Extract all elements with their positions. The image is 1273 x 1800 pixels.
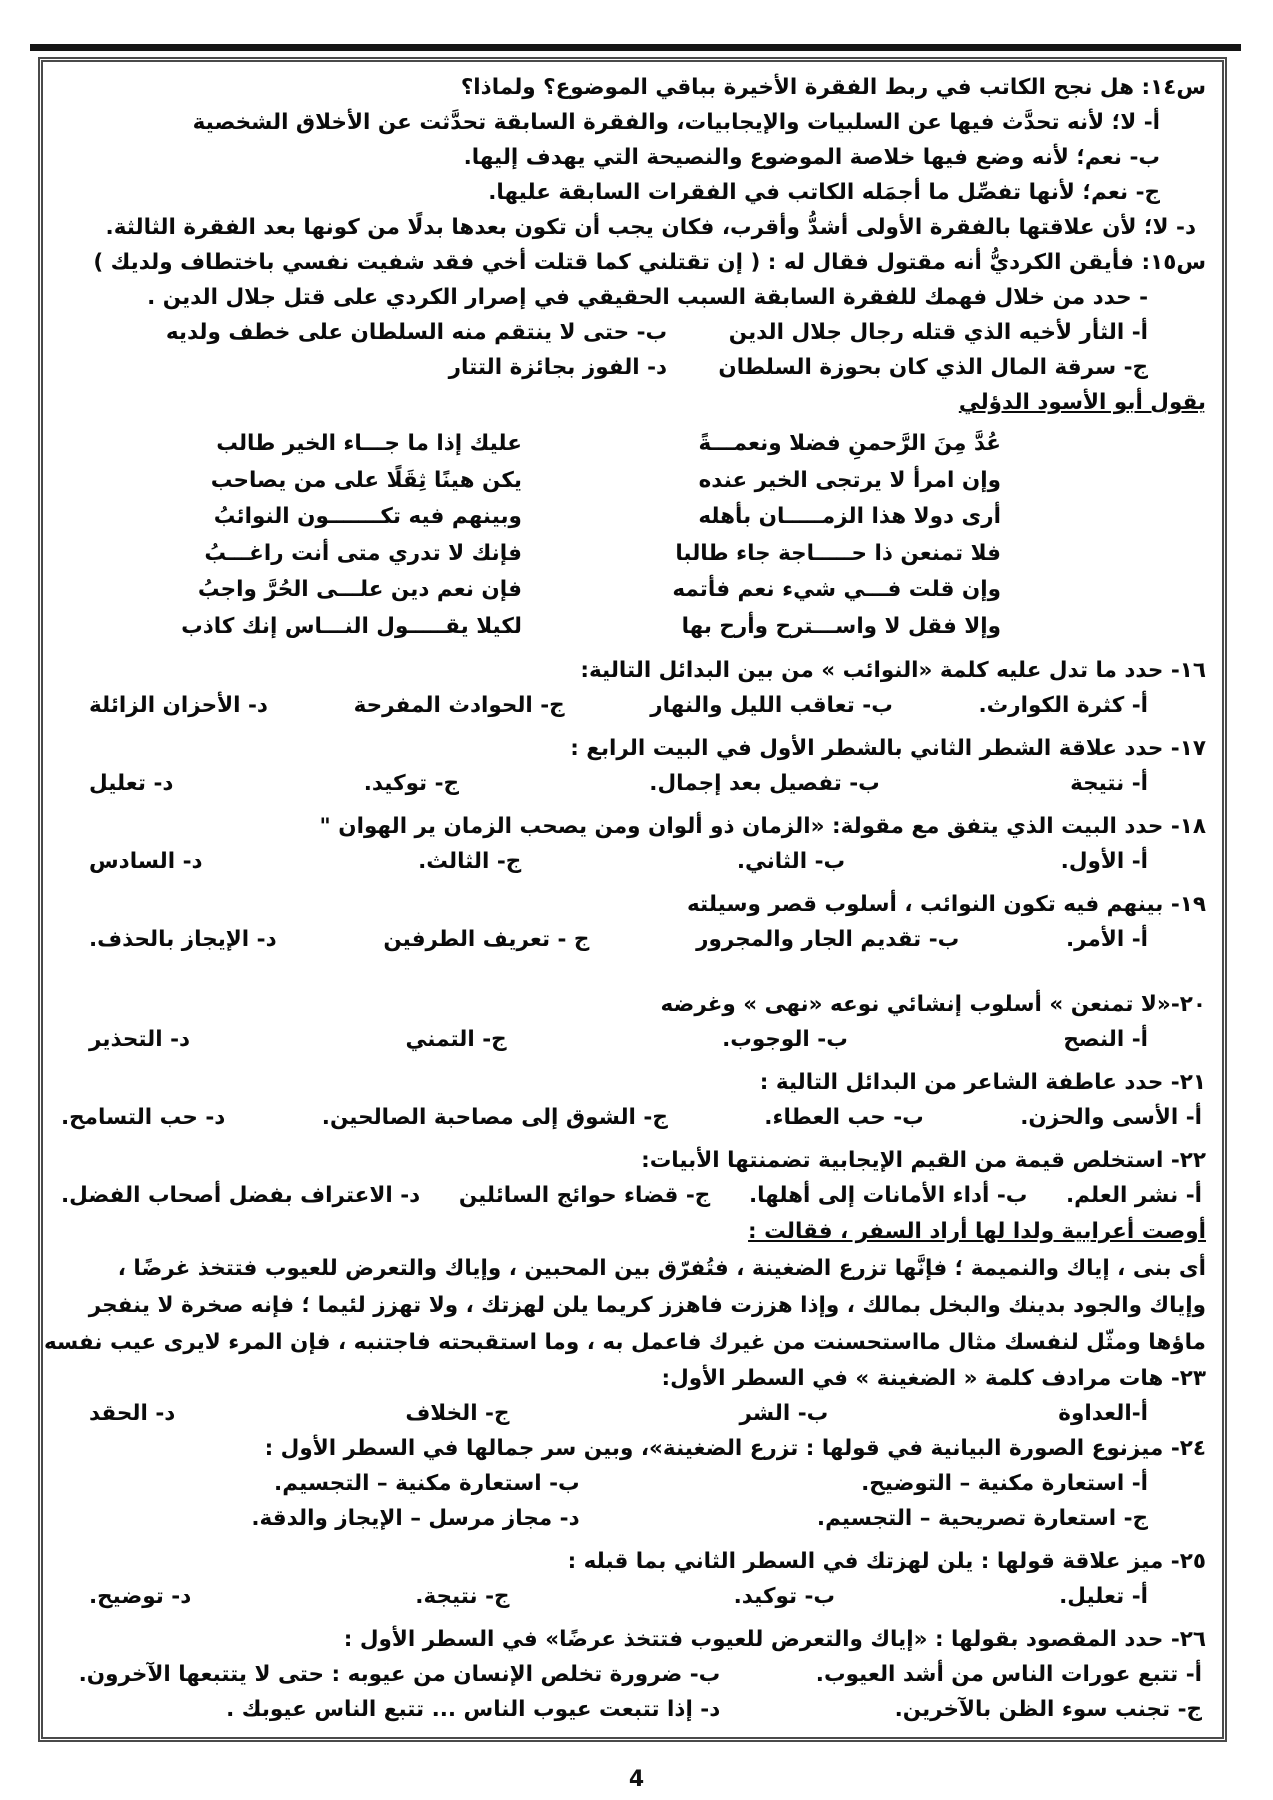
- question-21-option-d: د- حب التسامح.: [61, 1105, 226, 1130]
- question-15-option-d: د- الفوز بجائزة التتار: [448, 355, 668, 380]
- question-26-option-b: ب- ضرورة تخلص الإنسان من عيوبه : حتى لا يتتبعها الآخرون.: [78, 1662, 721, 1687]
- question-23-option-d: د- الحقد: [89, 1401, 176, 1426]
- question-20-option-a: أ- النصح: [1063, 1027, 1148, 1052]
- passage-line-3: ماؤها ومثّل لنفسك مثال مااستحسنت من غيرك فاعمل به ، وما استقبحته فاجتنبه ، فإن المرء لايرى عيب نفسه: [44, 1330, 1206, 1355]
- question-15-option-c: ج- سرقة المال الذي كان بحوزة السلطان: [718, 355, 1148, 380]
- verse-6-second-hemistich: لكيلا يقـــــول النـــاس إنك كاذب: [181, 613, 522, 639]
- question-24: [55, 1431, 1206, 1536]
- verse-3-second-hemistich: وبينهم فيه تكـــــــون النوائبُ: [213, 504, 522, 529]
- question-21-options: [55, 1100, 1206, 1135]
- question-22-option-d: د- الاعتراف بفضل أصحاب الفضل.: [61, 1183, 421, 1208]
- verse-1-second-hemistich: عليك إذا ما جـــاء الخير طالب: [216, 431, 522, 456]
- question-23: [55, 1361, 1206, 1431]
- question-15: [55, 245, 1206, 385]
- page-border-frame: [38, 57, 1227, 1742]
- question-22-option-c: ج- قضاء حوائج السائلين: [458, 1183, 711, 1208]
- question-23-option-a: أ-العداوة: [1058, 1401, 1148, 1426]
- question-14-option-d: د- لا؛ لأن علاقتها بالفقرة الأولى أشدُّ وأقرب، فكان يجب أن تكون بعدها بدلًا من كونها بعد الفقرة الثالثة.: [105, 215, 1196, 240]
- question-16-option-c: ج- الحوادث المفرحة: [353, 693, 565, 718]
- question-24-title: ٢٤- ميزنوع الصورة البيانية في قولها : تزرع الضغينة»، وبين سر جمالها في السطر الأول :: [264, 1436, 1206, 1461]
- page-number: 4: [628, 1767, 645, 1792]
- verse-4-second-hemistich: فإنك لا تدري متى أنت راغـــبُ: [204, 540, 522, 566]
- poem-header: يقول أبو الأسود الدؤلي: [958, 390, 1206, 415]
- verse-5-second-hemistich: فإن نعم دين علـــى الحُرَّ واجبُ: [197, 577, 522, 602]
- question-26-options: [55, 1657, 1206, 1727]
- question-24-option-a: أ- استعارة مكنية – التوضيح.: [861, 1471, 1148, 1496]
- question-15-option-a: أ- الثأر لأخيه الذي قتله رجال جلال الدين: [728, 320, 1148, 345]
- spacer: [55, 1135, 1206, 1143]
- question-19-option-a: أ- الأمر.: [1065, 927, 1148, 952]
- question-25-option-c: ج- نتيجة.: [415, 1584, 510, 1609]
- question-15-prompt: - حدد من خلال فهمك للفقرة السابقة السبب الحقيقي في إصرار الكردي على قتل جلال الدين .: [147, 285, 1148, 310]
- verse-3-first-hemistich: أرى دولا هذا الزمـــــان بأهله: [698, 504, 1001, 529]
- spacer: [55, 957, 1206, 987]
- passage-section: [44, 1213, 1206, 1361]
- question-21-option-a: أ- الأسى والحزن.: [1020, 1105, 1202, 1130]
- spacer: [55, 1057, 1206, 1065]
- question-18-option-c: ج- الثالث.: [418, 849, 522, 874]
- question-23-title: ٢٣- هات مرادف كلمة « الضغينة » في السطر الأول:: [661, 1366, 1206, 1391]
- poem-verse-6: [175, 609, 1001, 646]
- question-17-title: ١٧- حدد علاقة الشطر الثاني بالشطر الأول في البيت الرابع :: [570, 736, 1206, 761]
- question-17-options: [55, 766, 1206, 801]
- question-18-options: [55, 844, 1206, 879]
- question-20-option-c: ج- التمني: [405, 1027, 507, 1052]
- question-20: [55, 987, 1206, 1057]
- poem-section: [55, 385, 1206, 645]
- question-18-option-b: ب- الثاني.: [736, 849, 846, 874]
- question-22-option-b: ب- أداء الأمانات إلى أهلها.: [748, 1183, 1028, 1208]
- spacer: [55, 879, 1206, 887]
- poem-verse-5: [175, 572, 1001, 609]
- question-20-option-d: د- التحذير: [89, 1027, 191, 1052]
- poem-verse-4: [175, 536, 1001, 573]
- question-23-option-c: ج- الخلاف: [405, 1401, 510, 1426]
- question-19-title: ١٩- بينهم فيه تكون النوائب ، أسلوب قصر وسيلته: [687, 892, 1206, 917]
- question-26: [55, 1622, 1206, 1727]
- question-21-option-b: ب- حب العطاء.: [764, 1105, 924, 1130]
- question-19-option-c: ج - تعريف الطرفين: [383, 927, 590, 952]
- question-19: [55, 887, 1206, 957]
- question-22-title: ٢٢- استخلص قيمة من القيم الإيجابية تضمنتها الأبيات:: [641, 1148, 1206, 1173]
- question-19-option-d: د- الإيجاز بالحذف.: [89, 927, 277, 952]
- question-18-title: ١٨- حدد البيت الذي يتفق مع مقولة: «الزمان ذو ألوان ومن يصحب الزمان ير الهوان ": [319, 814, 1206, 839]
- question-14-option-b: ب- نعم؛ لأنه وضع فيها خلاصة الموضوع والنصيحة التي يهدف إليها.: [463, 145, 1160, 170]
- question-18-option-a: أ- الأول.: [1060, 849, 1148, 874]
- question-19-options: [55, 922, 1206, 957]
- verse-2-first-hemistich: وإن امرأ لا يرتجى الخير عنده: [698, 467, 1001, 493]
- question-17: [55, 731, 1206, 801]
- question-26-title: ٢٦- حدد المقصود بقولها : «إياك والتعرض للعيوب فتتخذ عرضًا» في السطر الأول :: [343, 1627, 1206, 1652]
- verse-2-second-hemistich: يكن هينًا ثِقَلًا على من يصاحب: [210, 467, 522, 493]
- question-16-option-a: أ- كثرة الكوارث.: [978, 693, 1148, 718]
- question-20-options: [55, 1022, 1206, 1057]
- question-17-option-c: ج- توكيد.: [363, 771, 460, 796]
- question-25-options: [55, 1579, 1206, 1614]
- question-22-options: [55, 1178, 1206, 1213]
- question-18-option-d: د- السادس: [89, 849, 203, 874]
- question-15-title: س١٥: فأيقن الكرديُّ أنه مقتول فقال له : ( إن تقتلني كما قتلت أخي فقد شفيت نفسي باختطاف ولديك ): [93, 250, 1206, 275]
- spacer: [55, 1614, 1206, 1622]
- question-21-option-c: ج- الشوق إلى مصاحبة الصالحين.: [321, 1105, 668, 1130]
- question-23-option-b: ب- الشر: [739, 1401, 829, 1426]
- question-17-option-b: ب- تفصيل بعد إجمال.: [649, 771, 880, 796]
- question-15-option-b: ب- حتى لا ينتقم منه السلطان على خطف ولديه: [165, 320, 668, 345]
- question-14: [55, 70, 1206, 245]
- passage-header: أوصت أعرابية ولدا لها أراد السفر ، فقالت :: [748, 1219, 1206, 1244]
- verse-5-first-hemistich: وإن قلت فـــي شيء نعم فأتمه: [672, 577, 1001, 602]
- question-25-title: ٢٥- ميز علاقة قولها : يلن لهزتك في السطر الثاني بما قبله :: [567, 1549, 1206, 1574]
- question-25-option-a: أ- تعليل.: [1059, 1584, 1148, 1609]
- question-23-options: [55, 1396, 1206, 1431]
- question-17-option-d: د- تعليل: [89, 771, 174, 796]
- question-14-option-c: ج- نعم؛ لأنها تفصِّل ما أجمَله الكاتب في الفقرات السابقة عليها.: [488, 180, 1160, 205]
- question-14-title: س١٤: هل نجح الكاتب في ربط الفقرة الأخيرة بباقي الموضوع؟ ولماذا؟: [460, 75, 1206, 100]
- top-horizontal-rule: [30, 44, 1241, 51]
- question-16-title: ١٦- حدد ما تدل عليه كلمة «النوائب » من بين البدائل التالية:: [580, 658, 1206, 683]
- poem-verses: [175, 426, 1001, 645]
- question-22-option-a: أ- نشر العلم.: [1066, 1183, 1202, 1208]
- question-14-option-a: أ- لا؛ لأنه تحدَّث فيها عن السلبيات والإيجابيات، والفقرة السابقة تحدَّثت عن الأخلاق الشخصية: [192, 110, 1160, 135]
- question-24-option-c: ج- استعارة تصريحية – التجسيم.: [816, 1506, 1148, 1531]
- question-26-option-a: أ- تتبع عورات الناس من أشد العيوب.: [815, 1662, 1202, 1687]
- question-20-title: ٢٠-«لا تمنعن » أسلوب إنشائي نوعه «نهى » وغرضه: [660, 992, 1206, 1017]
- question-22: [55, 1143, 1206, 1213]
- verse-6-first-hemistich: وإلا فقل لا واســـترح وأرح بها: [681, 613, 1001, 639]
- question-26-option-c: ج- تجنب سوء الظن بالآخرين.: [894, 1697, 1202, 1722]
- question-15-options: [55, 315, 1206, 385]
- question-26-option-d: د- إذا تتبعت عيوب الناس ... تتبع الناس عيوبك .: [226, 1697, 721, 1722]
- question-16-option-b: ب- تعاقب الليل والنهار: [650, 693, 893, 718]
- spacer: [55, 1536, 1206, 1544]
- question-24-option-d: د- مجاز مرسل – الإيجاز والدقة.: [251, 1506, 580, 1531]
- question-17-option-a: أ- نتيجة: [1070, 771, 1148, 796]
- passage-line-2: وإياك والجود بدينك والبخل بمالك ، وإذا هززت فاهزز كريما يلن لهزتك ، ولا تهزز لئيما ؛ فإنه صخرة لا ينفجر: [88, 1293, 1206, 1318]
- question-24-option-b: ب- استعارة مكنية – التجسيم.: [274, 1471, 580, 1496]
- spacer: [55, 723, 1206, 731]
- spacer: [55, 801, 1206, 809]
- poem-verse-3: [175, 499, 1001, 536]
- poem-verse-1: [175, 426, 1001, 463]
- verse-1-first-hemistich: عُدَّ مِنَ الرَّحمنِ فضلا ونعمـــةً: [698, 431, 1001, 456]
- passage-line-1: أى بنى ، إياك والنميمة ؛ فإنَّها تزرع الضغينة ، فتُفرّق بين المحبين ، وإياك والتعرض للعيوب فتتخذ غرضًا ،: [117, 1256, 1206, 1281]
- question-21: [55, 1065, 1206, 1135]
- verse-4-first-hemistich: فلا تمنعن ذا حـــــاجة جاء طالبا: [675, 540, 1001, 566]
- question-24-options: [55, 1466, 1206, 1536]
- question-19-option-b: ب- تقديم الجار والمجرور: [696, 927, 960, 952]
- question-25-option-b: ب- توكيد.: [733, 1584, 836, 1609]
- question-16: [55, 653, 1206, 723]
- question-20-option-b: ب- الوجوب.: [722, 1027, 848, 1052]
- question-18: [55, 809, 1206, 879]
- question-21-title: ٢١- حدد عاطفة الشاعر من البدائل التالية :: [759, 1070, 1206, 1095]
- question-25-option-d: د- توضيح.: [89, 1584, 192, 1609]
- question-25: [55, 1544, 1206, 1614]
- question-16-options: [55, 688, 1206, 723]
- question-16-option-d: د- الأحزان الزائلة: [89, 693, 268, 718]
- poem-verse-2: [175, 463, 1001, 500]
